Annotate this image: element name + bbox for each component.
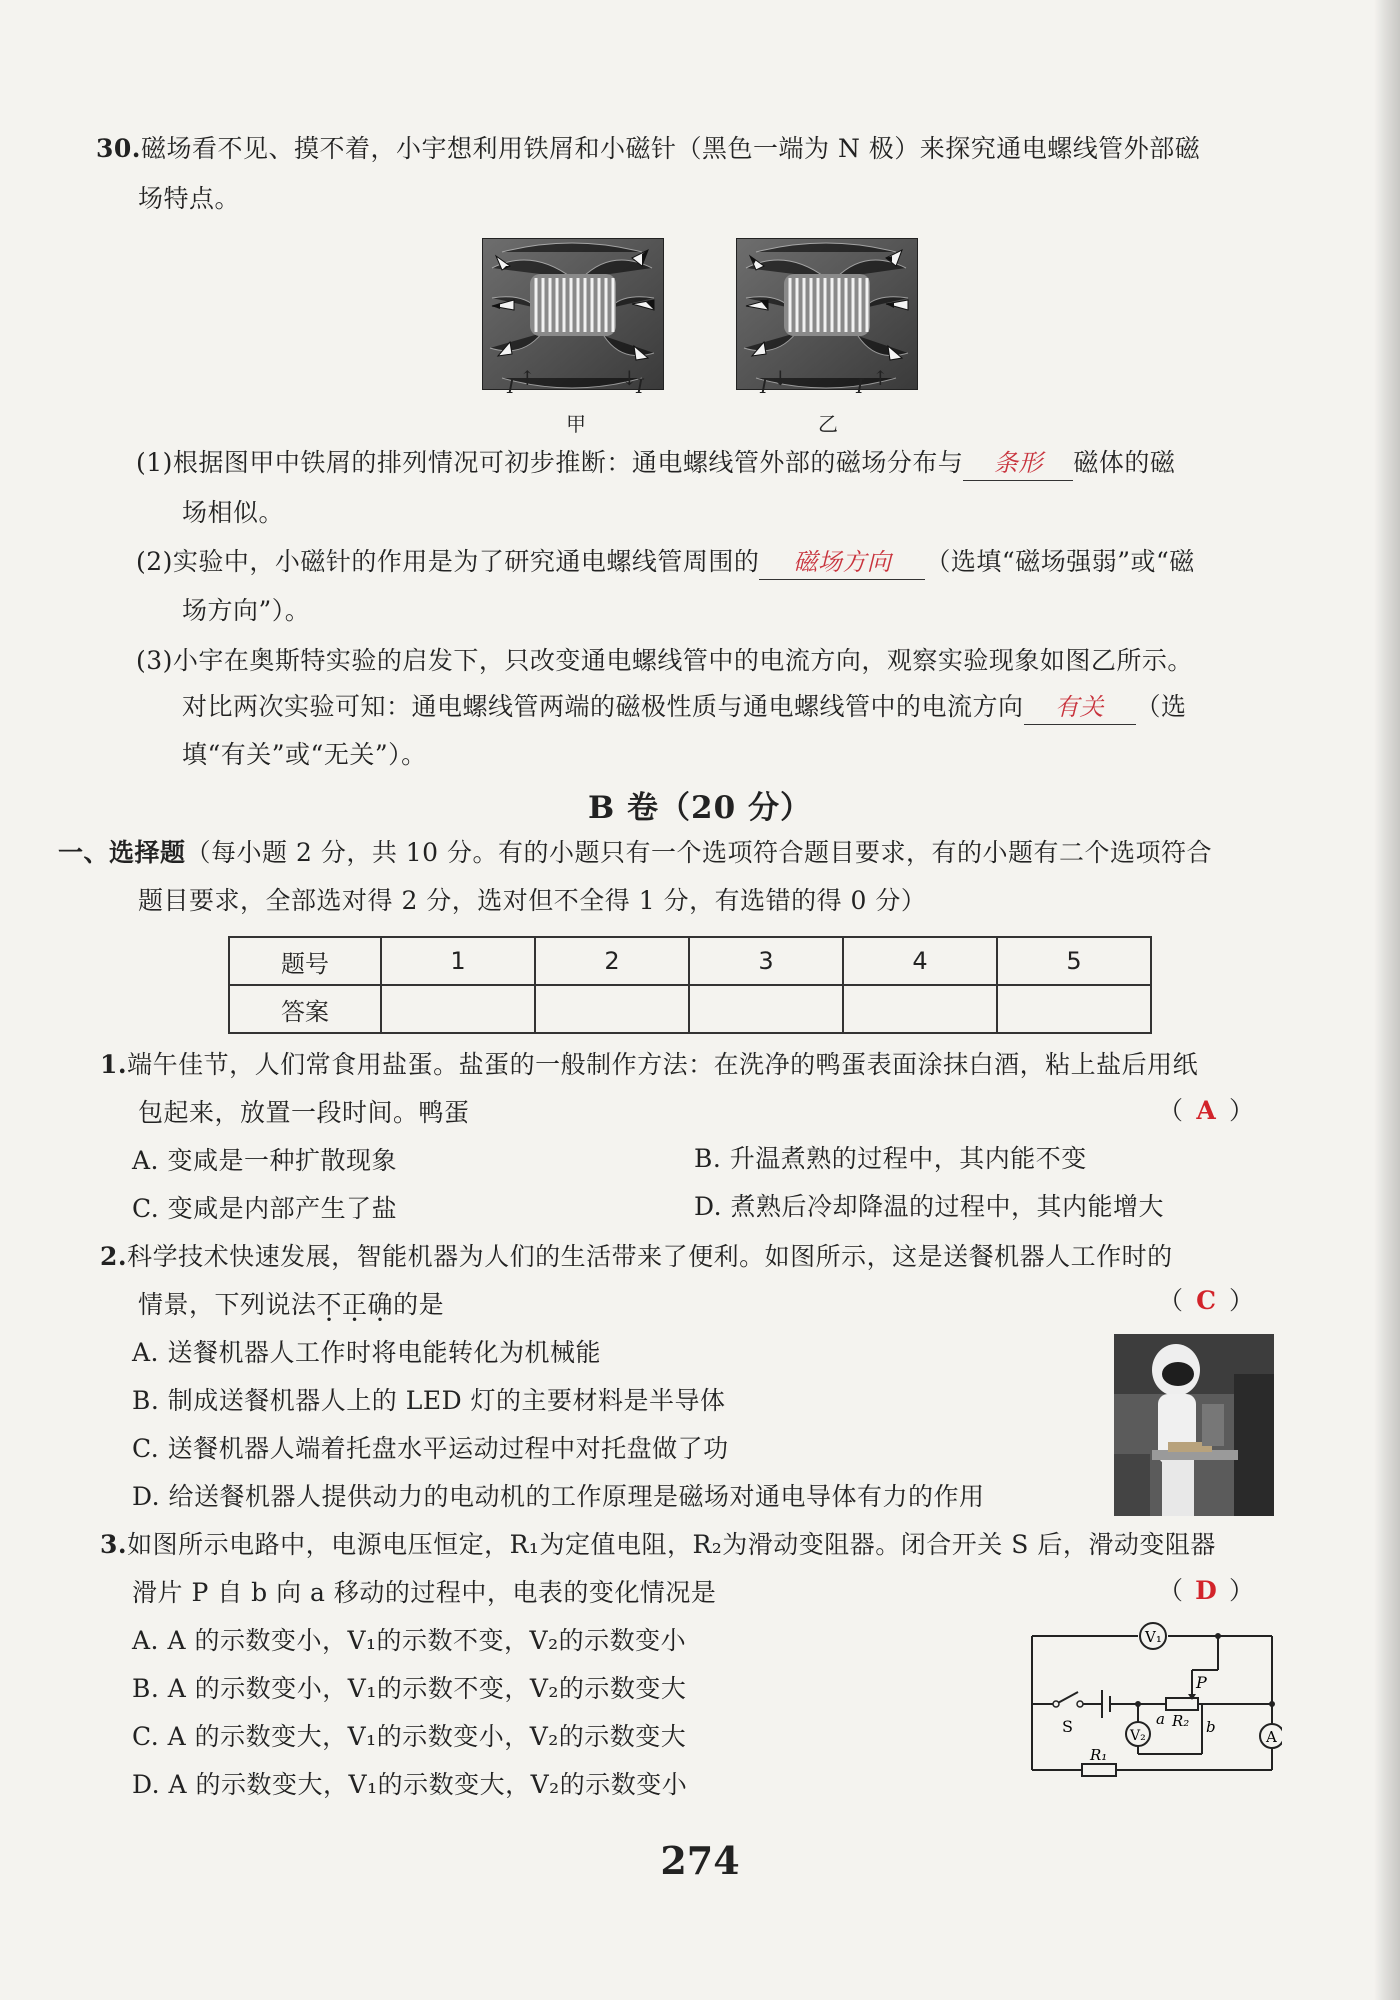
q2-answer-bracket: （ C ） — [1158, 1284, 1254, 1318]
q30-sub1-answer: 条形 — [963, 446, 1073, 481]
q30-sub3-line2: 对比两次实验可知：通电螺线管两端的磁极性质与通电螺线管中的电流方向 有关 （选 — [182, 690, 1187, 725]
answer-grid-cell[interactable] — [381, 985, 535, 1033]
q3-line1: 3.如图所示电路中，电源电压恒定，R₁为定值电阻，R₂为滑动变阻器。闭合开关 S 后，滑动变阻器 — [100, 1530, 1216, 1559]
q2-option-c: C. 送餐机器人端着托盘水平运动过程中对托盘做了功 — [132, 1434, 729, 1463]
current-label-left-jia: I — [507, 374, 515, 398]
answer-grid-header-label: 题号 — [229, 937, 381, 985]
current-label-right-jia: I — [636, 374, 644, 398]
answer-grid-number: 4 — [843, 937, 997, 985]
arrow-up-jia: ↑ — [519, 366, 536, 390]
arrow-down-yi: ↓ — [772, 366, 789, 390]
q30-sub3-line1: (3)小宇在奥斯特实验的启发下，只改变通电螺线管中的电流方向，观察实验现象如图乙所示。 — [136, 646, 1193, 675]
circuit-slider-label: P — [1196, 1673, 1207, 1692]
q30-sub2-line1: (2)实验中，小磁针的作用是为了研究通电螺线管周围的 磁场方向 （选填“磁场强弱”或“磁 — [136, 545, 1195, 580]
answer-grid-number: 5 — [997, 937, 1151, 985]
answer-grid-cell[interactable] — [997, 985, 1151, 1033]
figure-label-yi: 乙 — [818, 412, 838, 436]
emphasis-dot-char: 不 — [316, 1290, 343, 1319]
part1-instructions-line2: 题目要求，全部选对得 2 分，选对但不全得 1 分，有选错的得 0 分） — [138, 886, 927, 915]
q3-line2: 滑片 P 自 b 向 a 移动的过程中，电表的变化情况是 — [132, 1578, 717, 1607]
q30-sub1-line1: (1)根据图甲中铁屑的排列情况可初步推断：通电螺线管外部的磁场分布与 条形 磁体的磁 — [136, 446, 1175, 481]
circuit-end-a-label: a — [1156, 1710, 1165, 1728]
q1-line1: 1.端午佳节，人们常食用盐蛋。盐蛋的一般制作方法：在洗净的鸭蛋表面涂抹白酒，粘上盐后用纸 — [100, 1050, 1199, 1079]
q1-answer-bracket: （ A ） — [1158, 1094, 1254, 1128]
section-b-title: B 卷（20 分） — [588, 790, 812, 826]
q2-line1: 2.科学技术快速发展，智能机器为人们的生活带来了便利。如图所示，这是送餐机器人工作时的 — [100, 1242, 1173, 1271]
q1-option-a: A. 变咸是一种扩散现象 — [132, 1146, 397, 1175]
q3-option-c: C. A 的示数变大，V₁的示数变小，V₂的示数变大 — [132, 1722, 687, 1751]
current-label-left-yi: I — [760, 374, 768, 398]
q30-sub1-line2: 场相似。 — [182, 498, 285, 527]
emphasis-dot-char: 确 — [367, 1290, 394, 1319]
q1-option-d: D. 煮熟后冷却降温的过程中，其内能增大 — [694, 1192, 1165, 1221]
answer-grid-number: 1 — [381, 937, 535, 985]
q1-option-c: C. 变咸是内部产生了盐 — [132, 1194, 398, 1223]
q2-option-a: A. 送餐机器人工作时将电能转化为机械能 — [132, 1338, 601, 1367]
q3-option-d: D. A 的示数变大，V₁的示数变大，V₂的示数变小 — [132, 1770, 688, 1799]
answer-grid-answer-row — [229, 985, 1151, 1033]
q30-stem-line1: 30.磁场看不见、摸不着，小宇想利用铁屑和小磁针（黑色一端为 N 极）来探究通电螺线管外部磁 — [96, 134, 1201, 163]
q3-answer-bracket: （ D ） — [1158, 1574, 1254, 1608]
q30-stem-line2: 场特点。 — [138, 184, 241, 213]
delivery-robot-photo — [1114, 1334, 1274, 1516]
q1-answer-choice: A — [1196, 1096, 1216, 1125]
q3-option-a: A. A 的示数变小，V₁的示数不变，V₂的示数变小 — [132, 1626, 687, 1655]
q30-sub2-answer: 磁场方向 — [759, 545, 925, 580]
figure-label-jia: 甲 — [566, 412, 586, 436]
answer-grid-header-row — [229, 937, 1151, 985]
q2-line2: 情景，下列说法不正确的是 — [138, 1290, 445, 1319]
answer-grid-cell[interactable] — [843, 985, 997, 1033]
circuit-end-b-label: b — [1206, 1718, 1216, 1736]
q30-sub2-line2: 场方向”）。 — [182, 596, 311, 625]
q30-sub3-line3: 填“有关”或“无关”）。 — [182, 740, 427, 769]
page-edge-shadow — [1374, 0, 1400, 2000]
circuit-ammeter-label: A — [1266, 1728, 1277, 1746]
part1-instructions-line1: 一、选择题（每小题 2 分，共 10 分。有的小题只有一个选项符合题目要求，有的小题有二个选项符合 — [58, 838, 1213, 867]
circuit-v2-label: V₂ — [1130, 1728, 1146, 1744]
arrow-down-jia: ↓ — [621, 366, 638, 390]
circuit-r2-label: R₂ — [1172, 1712, 1190, 1730]
q2-option-b: B. 制成送餐机器人上的 LED 灯的主要材料是半导体 — [132, 1386, 726, 1415]
circuit-r1-label: R₁ — [1090, 1746, 1108, 1764]
solenoid-photo-yi — [736, 238, 918, 390]
q1-line2: 包起来，放置一段时间。鸭蛋 — [138, 1098, 470, 1127]
q3-answer-choice: D — [1195, 1576, 1217, 1605]
answer-grid-answer-label: 答案 — [229, 985, 381, 1033]
answer-grid-number: 2 — [535, 937, 689, 985]
current-label-right-yi: I — [856, 374, 864, 398]
page-number: 274 — [660, 1838, 740, 1883]
arrow-up-yi: ↑ — [872, 366, 889, 390]
emphasis-dot-char: 正 — [342, 1290, 368, 1319]
q30-number: 30. — [96, 134, 141, 163]
q1-option-b: B. 升温煮熟的过程中，其内能不变 — [694, 1144, 1087, 1173]
q2-answer-choice: C — [1196, 1286, 1216, 1315]
circuit-switch-label: S — [1062, 1717, 1073, 1736]
q3-option-b: B. A 的示数变小，V₁的示数不变，V₂的示数变大 — [132, 1674, 687, 1703]
answer-grid-number: 3 — [689, 937, 843, 985]
answer-grid — [228, 936, 1152, 1034]
answer-grid-cell[interactable] — [689, 985, 843, 1033]
circuit-diagram — [1022, 1620, 1282, 1780]
circuit-v1-label: V₁ — [1145, 1628, 1162, 1646]
answer-grid-cell[interactable] — [535, 985, 689, 1033]
q2-option-d: D. 给送餐机器人提供动力的电动机的工作原理是磁场对通电导体有力的作用 — [132, 1482, 985, 1511]
q30-sub3-answer: 有关 — [1024, 690, 1136, 725]
